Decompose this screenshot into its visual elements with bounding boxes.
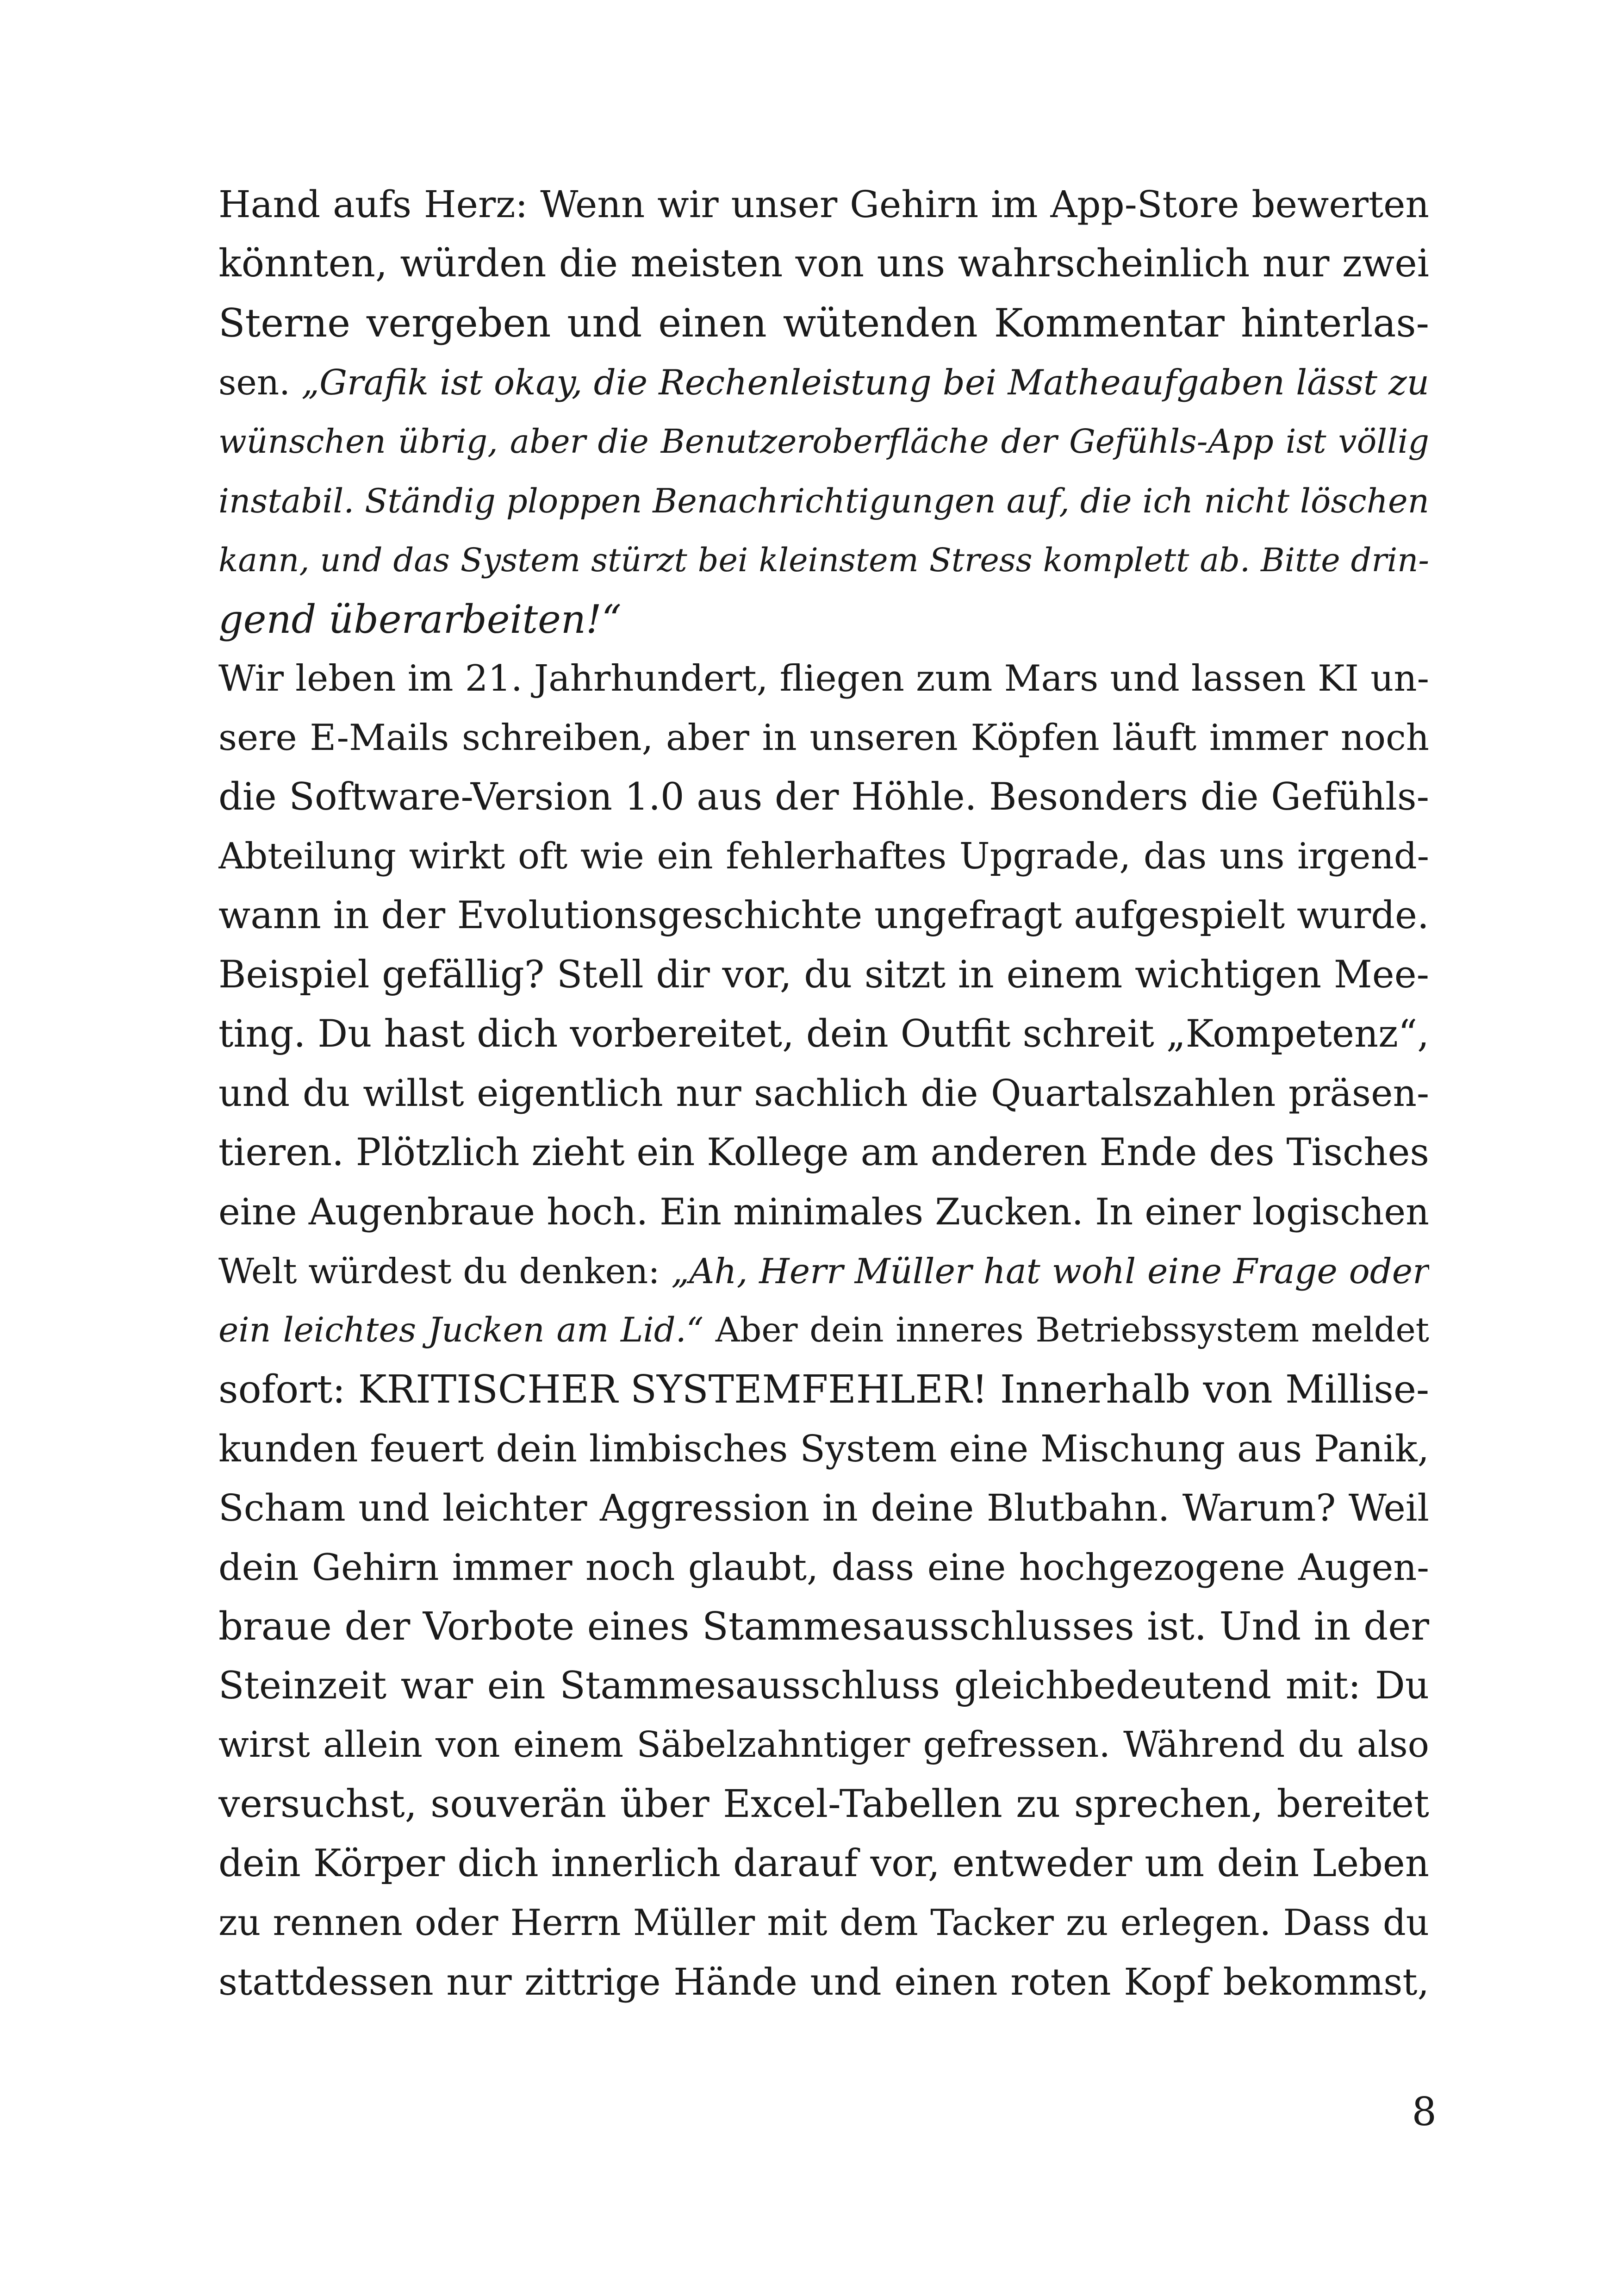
text-segment: sen. [218,362,291,403]
quote-segment: „Ah, Herr Müller hat wohl eine Frage oder [671,1251,1429,1292]
text-line: sere E-Mails schreiben, aber in unseren Köpfen läuft immer noch [218,717,1429,759]
text-line [218,1301,1429,1360]
text-line: braue der Vorbote eines Stammesausschlusses ist. Und in der [218,1604,1429,1649]
text-line: sofort: KRITISCHER SYSTEMFEHLER! Innerhalb von Millise- [218,1367,1429,1412]
quote-line: gend überarbeiten!“ [218,597,622,642]
text-line: dein Körper dich innerlich darauf vor, entweder um dein Leben [218,1842,1429,1885]
quote-segment: ein leichtes Jucken am Lid.“ [218,1310,704,1350]
text-segment: Welt würdest du denken: [218,1251,660,1292]
text-line: Beispiel gefällig? Stell dir vor, du sitzt in einem wichtigen Mee- [218,953,1429,997]
text-line: Abteilung wirkt oft wie ein fehlerhaftes Upgrade, das uns irgend- [218,836,1429,877]
text-line: eine Augenbraue hoch. Ein minimales Zucken. In einer logischen [218,1191,1429,1233]
text-line: ting. Du hast dich vorbereitet, dein Outfit schreit „Kompetenz“, [218,1012,1429,1056]
text-line [218,1242,1429,1301]
text-line: Steinzeit war ein Stammesausschluss gleichbedeutend mit: Du [218,1664,1429,1708]
text-line: kunden feuert dein limbisches System eine Mischung aus Panik, [218,1427,1429,1470]
text-line: Hand aufs Herz: Wenn wir unser Gehirn im App-Store bewerten [218,183,1429,226]
text-line: stattdessen nur zittrige Hände und einen roten Kopf bekommst, [218,1960,1429,2003]
text-line: wann in der Evolutionsgeschichte ungefragt aufgespielt wurde. [218,894,1429,937]
text-line: und du willst eigentlich nur sachlich die Quartalszahlen präsen- [218,1072,1429,1115]
text-line: tieren. Plötzlich zieht ein Kollege am anderen Ende des Tisches [218,1131,1429,1174]
text-line: versuchst, souverän über Excel-Tabellen zu sprechen, bereitet [218,1782,1429,1826]
page-number: 8 [1412,2089,1437,2134]
text-line: Sterne vergeben und einen wütenden Kommentar hinterlas- [218,300,1429,346]
text-line [218,353,1429,412]
body-text [218,175,1429,2012]
text-line: könnten, würden die meisten von uns wahrscheinlich nur zwei [218,242,1429,286]
quote-segment: „Grafik ist okay, die Rechenleistung bei Matheaufgaben lässt zu [301,362,1429,403]
text-line: zu rennen oder Herrn Müller mit dem Tacker zu erlegen. Dass du [218,1902,1429,1944]
text-line: die Software-Version 1.0 aus der Höhle. Besonders die Gefühls- [218,775,1429,819]
text-line: dein Gehirn immer noch glaubt, dass eine hochgezogene Augen- [218,1546,1429,1589]
text-line: Wir leben im 21. Jahrhundert, fliegen zum Mars und lassen KI un- [218,658,1429,699]
text-segment: Aber dein inneres Betriebssystem meldet [715,1310,1429,1350]
text-line: Scham und leichter Aggression in deine Blutbahn. Warum? Weil [218,1486,1429,1529]
quote-line: instabil. Ständig ploppen Benachrichtigungen auf, die ich nicht löschen [218,481,1429,520]
quote-line: wünschen übrig, aber die Benutzeroberfläche der Gefühls-App ist völlig [218,422,1429,461]
quote-line: kann, und das System stürzt bei kleinstem Stress komplett ab. Bitte drin- [218,541,1429,579]
text-line: wirst allein von einem Säbelzahntiger gefressen. Während du also [218,1724,1429,1766]
